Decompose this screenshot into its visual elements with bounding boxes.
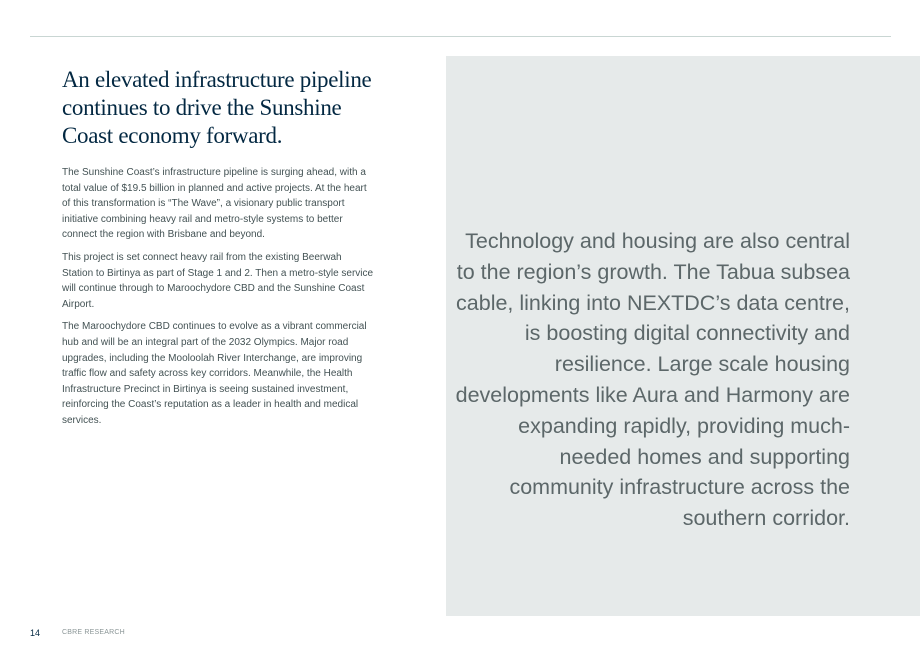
body-paragraph-3: The Maroochydore CBD continues to evolve as a vibrant commercial hub and will be an integral part of the 2032 Olympics. Major road upgrades, including the Mooloolah River Interchange, are improving traffic flow and safety across key corridors. Meanwhile, the Health Infrastructure Precinct in Birtinya is seeing sustained investment, reinforcing the Coast’s reputation as a leader in health and medical services. — [62, 321, 367, 426]
body-paragraph-2: This project is set connect heavy rail from the existing Beerwah Station to Birtinya as part of Stage 1 and 2. Then a metro-style service will continue through to Maroochydore CBD and the Sunshine Coast Airport. — [62, 251, 374, 310]
top-divider — [30, 36, 891, 37]
article-column — [62, 66, 374, 436]
page-number: 14 — [30, 628, 41, 638]
body-paragraph-1: The Sunshine Coast’s infrastructure pipeline is surging ahead, with a total value of $19.5 billion in planned and active projects. At the heart of this transformation is “The Wave”, a visionary public transport initiative combining heavy rail and metro-style systems to better connect the region with Brisbane and beyond. — [62, 167, 367, 241]
pullquote-panel — [446, 56, 920, 616]
pullquote-text: Technology and housing are also central to the region’s growth. The Tabua subsea cable, linking into NEXTDC’s data centre, is boosting digital connectivity and resilience. Large scale housing developments like Aura and Harmony are expanding rapidly, providing much-needed homes and supporting community infrastructure across the southern corridor. — [455, 229, 850, 531]
page-heading: An elevated infrastructure pipeline continues to drive the Sunshine Coast economy forward. — [62, 67, 372, 148]
publisher-label: CBRE RESEARCH — [62, 629, 125, 636]
